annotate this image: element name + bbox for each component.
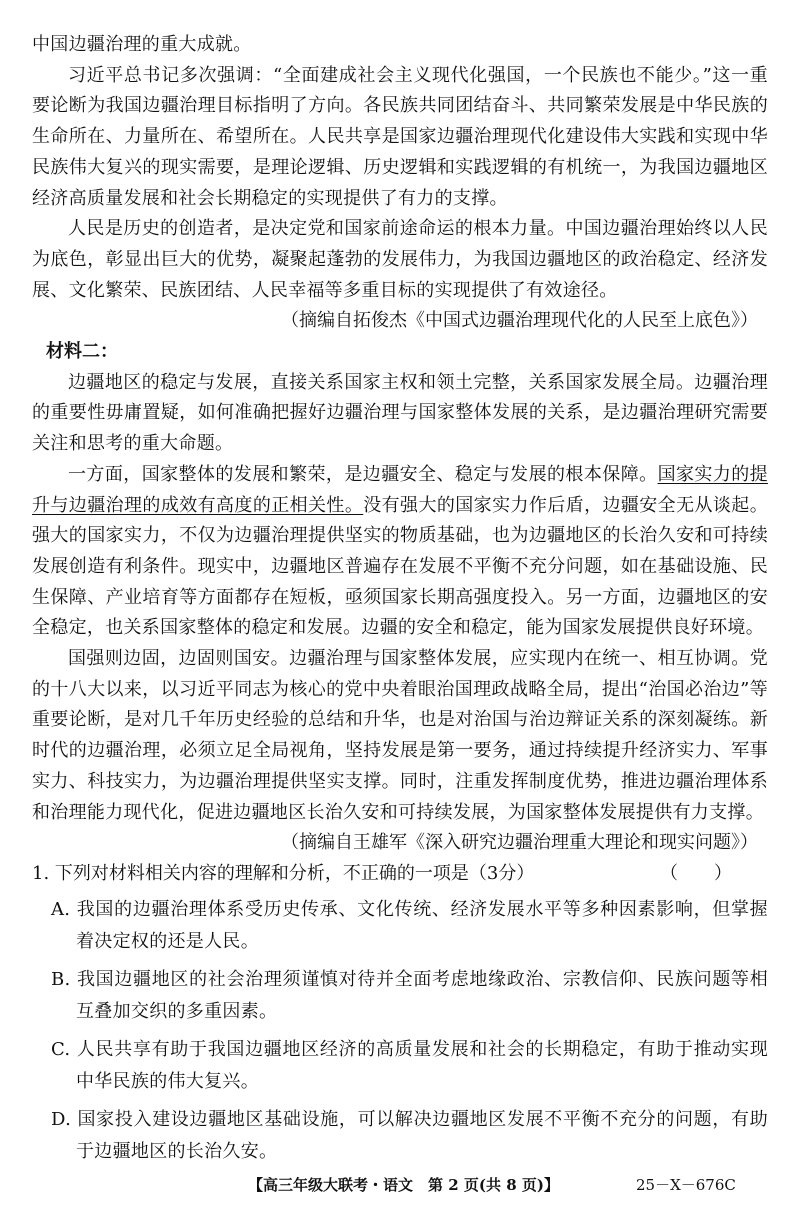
- page-footer: [0, 1170, 800, 1198]
- question-stem: [32, 860, 768, 888]
- option-c: C. 人民共享有助于我国边疆地区经济的高质量发展和社会的长期稳定，有助于推动实现中华民族的伟大复兴。: [51, 1039, 768, 1092]
- paragraph-2-intro: 一方面，国家整体的发展和繁荣，是边疆安全、稳定与发展的根本保障。: [68, 463, 658, 485]
- material-two-paragraph-2: [32, 460, 768, 644]
- question-stem-text: 1. 下列对材料相关内容的理解和分析，不正确的一项是（3分）: [32, 863, 535, 884]
- material-one-paragraph-3: 人民是历史的创造者，是决定党和国家前途命运的根本力量。中国边疆治理始终以人民为底色，彰显出巨大的优势，凝聚起蓬勃的发展伟力，为我国边疆地区的政治稳定、经济发展、文化繁荣、民族团结、人民幸福等多重目标的实现提供了有效途径。: [32, 218, 768, 301]
- option-d: D. 国家投入建设边疆地区基础设施，可以解决边疆地区发展不平衡不充分的问题，有助于边疆地区的长治久安。: [51, 1109, 768, 1162]
- footer-exam-info: 【高三年级大联考・语文 第 2 页(共 8 页)】: [248, 1176, 559, 1194]
- material-two-paragraph-1: 边疆地区的稳定与发展，直接关系国家主权和领土完整，关系国家发展全局。边疆治理的重要性毋庸置疑，如何准确把握好边疆治理与国家整体发展的关系，是边疆治理研究需要关注和思考的重大命题。: [32, 371, 768, 455]
- material-one-paragraph-tail: 中国边疆治理的重大成就。: [32, 34, 252, 55]
- material-one-paragraph-2: 习近平总书记多次强调：“全面建成社会主义现代化强国，一个民族也不能少。”这一重要论断为我国边疆治理目标指明了方向。各民族共同团结奋斗、共同繁荣发展是中华民族的生命所在、力量所在、希望所在。人民共享是国家边疆治理现代化建设伟大实践和实现中华民族伟大复兴的现实需要，是理论逻辑、历史逻辑和实践逻辑的有机统一，为我国边疆地区经济高质量发展和社会长期稳定的实现提供了有力的支撑。: [32, 64, 768, 209]
- material-two-paragraph-3: 国强则边固，边固则国安。边疆治理与国家整体发展，应实现内在统一、相互协调。党的十八大以来，以习近平同志为核心的党中央着眼治国理政战略全局，提出“治国必治边”等重要论断，是对几千年历史经验的总结和升华，也是对治国与治边辩证关系的深刻凝练。新时代的边疆治理，必须立足全局视角，坚持发展是第一要务，通过持续提升经济实力、军事实力、科技实力，为边疆治理提供坚实支撑。同时，注重发挥制度优势，推进边疆治理体系和治理能力现代化，促进边疆地区长治久安和可持续发展，为国家整体发展提供有力支撑。: [32, 648, 768, 823]
- material-two-label: 材料二：: [46, 341, 118, 363]
- material-two-source: （摘编自王雄军《深入研究边疆治理重大理论和现实问题》）: [281, 832, 758, 854]
- option-a: A. 我国的边疆治理体系受历史传承、文化传统、经济发展水平等多种因素影响，但掌握着决定权的还是人民。: [51, 899, 768, 952]
- option-b: B. 我国边疆地区的社会治理须谨慎对待并全面考虑地缘政治、宗教信仰、民族问题等相互叠加交织的多重因素。: [51, 969, 768, 1022]
- paragraph-2-body: 没有强大的国家实力作后盾，边疆安全无从谈起。强大的国家实力，不仅为边疆治理提供坚实的物质基础，也为边疆地区的长治久安和可持续发展创造有利条件。现实中，边疆地区普遍存在发展不平衡不充分问题，如在基础设施、民生保障、产业培育等方面都存在短板，亟须国家长期高强度投入。另一方面，边疆地区的安全稳定，也关系国家整体的稳定和发展。边疆的安全和稳定，能为国家发展提供良好环境。: [32, 494, 768, 639]
- material-one-source: （摘编自拓俊杰《中国式边疆治理现代化的人民至上底色》）: [281, 310, 758, 332]
- answer-blank: （ ）: [660, 863, 732, 884]
- question-1: [32, 860, 768, 1168]
- underlined-sentence: 国家实力的提升与边疆治理的成效有高度的正相关性。: [32, 463, 768, 516]
- reading-passage: [32, 30, 768, 859]
- footer-exam-code: 25－X－676C: [636, 1176, 736, 1194]
